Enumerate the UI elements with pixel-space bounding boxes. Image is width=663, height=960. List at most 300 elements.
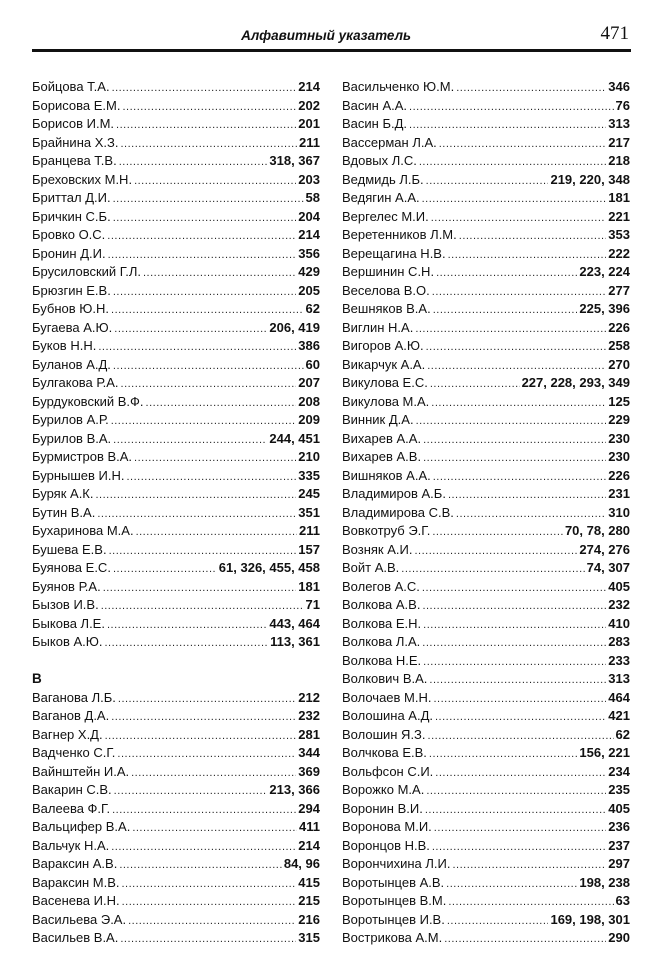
dot-leader xyxy=(409,98,614,116)
entry-name: Бурнышев И.Н. xyxy=(32,467,125,483)
dot-leader xyxy=(423,653,606,671)
entry-name: Вадченко С.Г. xyxy=(32,745,116,760)
dot-leader xyxy=(109,542,297,560)
index-entry xyxy=(32,356,320,375)
dot-leader xyxy=(146,394,297,412)
dot-leader xyxy=(136,523,297,541)
entry-name: Воронова М.И. xyxy=(342,819,432,834)
dot-leader xyxy=(436,264,577,282)
dot-leader xyxy=(116,116,296,134)
entry-name: Бричкин С.Б. xyxy=(32,208,111,224)
entry-pages: 244, 451 xyxy=(269,430,320,446)
entry-name: Брюзгин Е.В. xyxy=(32,282,111,298)
entry-name: Воронцов Н.В. xyxy=(342,837,430,853)
index-entry xyxy=(32,319,320,338)
index-entry xyxy=(32,559,320,578)
entry-name: Буянова Е.С. xyxy=(32,560,111,575)
entry-pages: 181 xyxy=(298,578,320,594)
entry-pages: 351 xyxy=(298,504,320,520)
entry-pages: 113, 361 xyxy=(270,634,320,649)
entry-name: Бутин В.А. xyxy=(32,504,96,520)
index-column-left xyxy=(32,78,320,948)
entry-pages: 214 xyxy=(298,79,320,94)
entry-name: Ваганова Л.Б. xyxy=(32,689,116,705)
entry-pages: 181 xyxy=(608,190,630,205)
index-entry xyxy=(32,393,320,412)
entry-pages: 353 xyxy=(608,227,630,242)
entry-pages: 290 xyxy=(608,930,630,945)
entry-pages: 283 xyxy=(608,634,630,649)
entry-name: Владимирова С.В. xyxy=(342,504,454,520)
index-entry xyxy=(342,911,630,930)
entry-name: Булгакова Р.А. xyxy=(32,375,119,390)
entry-name: Вихарев А.В. xyxy=(342,449,422,464)
entry-pages: 221 xyxy=(608,208,630,224)
index-entry xyxy=(32,689,320,708)
index-entry xyxy=(32,818,320,837)
entry-pages: 214 xyxy=(298,227,320,242)
entry-name: Верещагина Н.В. xyxy=(342,245,446,261)
dot-leader xyxy=(111,838,296,856)
index-entry xyxy=(32,633,320,652)
entry-name: Волчкова Е.В. xyxy=(342,745,427,760)
entry-name: Вайнштейн И.А. xyxy=(32,763,130,779)
index-entry xyxy=(342,892,630,911)
dot-leader xyxy=(426,338,607,356)
entry-pages: 227, 228, 293, 349 xyxy=(521,375,630,390)
entry-pages: 231 xyxy=(608,486,630,501)
entry-pages: 229 xyxy=(608,412,630,427)
dot-leader xyxy=(432,523,563,541)
entry-name: Вовкотруб Э.Г. xyxy=(342,523,431,538)
index-entry xyxy=(342,670,630,689)
entry-name: Брусиловский Г.Л. xyxy=(32,264,141,279)
entry-pages: 346 xyxy=(608,79,630,94)
entry-pages: 206, 419 xyxy=(269,319,320,335)
dot-leader xyxy=(127,468,297,486)
entry-name: Волкова Л.А. xyxy=(342,634,421,649)
dot-leader xyxy=(452,856,606,874)
dot-leader xyxy=(425,801,606,819)
index-entry xyxy=(342,485,630,504)
index-entry xyxy=(32,929,320,948)
index-entry xyxy=(342,707,630,726)
index-entry xyxy=(342,504,630,523)
entry-name: Ворончихина Л.И. xyxy=(342,856,451,871)
dot-leader xyxy=(120,135,297,153)
dot-leader xyxy=(134,172,296,190)
entry-name: Вергелес М.И. xyxy=(342,208,429,224)
dot-leader xyxy=(122,893,297,911)
dot-leader xyxy=(433,468,607,486)
entry-pages: 169, 198, 301 xyxy=(550,911,630,927)
page-number: 471 xyxy=(600,23,629,44)
index-entry xyxy=(342,689,630,708)
entry-name: Васенева И.Н. xyxy=(32,893,120,908)
entry-pages: 313 xyxy=(608,116,630,131)
index-entry xyxy=(342,522,630,541)
index-entry xyxy=(32,800,320,819)
dot-leader xyxy=(97,505,296,523)
entry-pages: 74, 307 xyxy=(586,560,630,575)
index-entry xyxy=(342,818,630,837)
entry-pages: 274, 276 xyxy=(579,541,630,557)
entry-name: Волкова Е.Н. xyxy=(342,615,422,631)
dot-leader xyxy=(415,320,606,338)
index-entry xyxy=(32,208,320,227)
entry-pages: 234 xyxy=(608,763,630,779)
dot-leader xyxy=(448,246,607,264)
index-entry xyxy=(342,78,630,97)
index-entry xyxy=(32,411,320,430)
entry-name: Войт А.В. xyxy=(342,560,400,575)
dot-leader xyxy=(422,579,606,597)
dot-leader xyxy=(433,690,606,708)
entry-name: Вальцифер В.А. xyxy=(32,819,131,834)
entry-name: Вакарин С.В. xyxy=(32,782,112,797)
index-entry xyxy=(32,837,320,856)
section-letter: В xyxy=(32,671,42,686)
index-entry xyxy=(32,707,320,726)
dot-leader xyxy=(121,875,296,893)
entry-pages: 405 xyxy=(608,578,630,594)
index-entry xyxy=(32,171,320,190)
entry-name: Борисова Е.М. xyxy=(32,97,121,113)
entry-pages: 230 xyxy=(608,449,630,464)
dot-leader xyxy=(113,283,296,301)
index-entry xyxy=(342,578,630,597)
entry-name: Брайнина Х.З. xyxy=(32,134,119,150)
index-entry xyxy=(32,541,320,560)
index-entry xyxy=(342,430,630,449)
entry-name: Васильченко Ю.М. xyxy=(342,79,455,94)
dot-leader xyxy=(121,375,297,393)
entry-pages: 219, 220, 348 xyxy=(550,171,630,187)
dot-leader xyxy=(98,338,296,356)
entry-pages: 411 xyxy=(299,819,320,834)
entry-name: Волкова Н.Е. xyxy=(342,652,422,668)
index-entry xyxy=(342,356,630,375)
entry-pages: 236 xyxy=(608,819,630,834)
entry-pages: 356 xyxy=(298,245,320,261)
entry-pages: 386 xyxy=(298,338,320,353)
index-entry xyxy=(342,800,630,819)
index-entry xyxy=(342,448,630,467)
entry-name: Бойцова Т.А. xyxy=(32,79,110,94)
entry-pages: 315 xyxy=(298,930,320,945)
index-entry xyxy=(32,485,320,504)
entry-pages: 405 xyxy=(608,800,630,816)
index-entry xyxy=(32,263,320,282)
entry-pages: 235 xyxy=(608,782,630,797)
dot-leader xyxy=(113,209,297,227)
entry-pages: 335 xyxy=(298,467,320,483)
index-entry xyxy=(32,189,320,208)
entry-pages: 58 xyxy=(305,190,320,205)
entry-name: Волкович В.А. xyxy=(342,671,428,686)
index-entry xyxy=(342,300,630,319)
dot-leader xyxy=(423,616,606,634)
entry-pages: 213, 366 xyxy=(269,782,320,797)
left-entries-b xyxy=(32,78,320,652)
entry-pages: 344 xyxy=(298,745,320,760)
dot-leader xyxy=(409,116,606,134)
index-entry xyxy=(342,744,630,763)
entry-pages: 212 xyxy=(298,689,320,705)
index-entry xyxy=(342,319,630,338)
entry-name: Васин А.А. xyxy=(342,97,408,113)
entry-pages: 415 xyxy=(298,874,320,890)
entry-pages: 226 xyxy=(608,319,630,335)
index-entry xyxy=(342,837,630,856)
index-entry xyxy=(32,226,320,245)
index-entry xyxy=(32,726,320,745)
dot-leader xyxy=(107,227,296,245)
index-entry xyxy=(342,559,630,578)
dot-leader xyxy=(414,542,577,560)
entry-pages: 62 xyxy=(615,726,630,742)
dot-leader xyxy=(101,597,304,615)
right-entries xyxy=(342,78,630,948)
entry-name: Вальчук Н.А. xyxy=(32,837,110,853)
entry-pages: 245 xyxy=(298,486,320,501)
header-rule xyxy=(32,49,631,52)
entry-name: Винник Д.А. xyxy=(342,412,414,427)
index-entry xyxy=(342,411,630,430)
dot-leader xyxy=(401,560,584,578)
index-entry xyxy=(342,115,630,134)
dot-leader xyxy=(111,412,297,430)
index-entry xyxy=(342,189,630,208)
entry-name: Воронин В.И. xyxy=(342,800,423,816)
dot-leader xyxy=(448,893,613,911)
entry-name: Викулова Е.С. xyxy=(342,375,428,390)
dot-leader xyxy=(422,634,606,652)
running-title: Алфавитный указатель xyxy=(241,28,411,43)
index-entry xyxy=(342,633,630,652)
entry-pages: 201 xyxy=(298,116,320,131)
index-entry xyxy=(342,97,630,116)
entry-pages: 429 xyxy=(298,264,320,279)
index-entry xyxy=(342,726,630,745)
index-entry xyxy=(32,448,320,467)
dot-leader xyxy=(103,579,297,597)
dot-leader xyxy=(435,764,606,782)
entry-pages: 258 xyxy=(608,338,630,353)
dot-leader xyxy=(431,209,607,227)
entry-name: Бреховских М.Н. xyxy=(32,171,133,187)
index-entry xyxy=(32,763,320,782)
entry-name: Васильева Э.А. xyxy=(32,911,127,927)
index-entry xyxy=(342,929,630,948)
dot-leader xyxy=(122,98,296,116)
dot-leader xyxy=(114,320,267,338)
entry-name: Буряк А.К. xyxy=(32,486,94,501)
entry-name: Васин Б.Д. xyxy=(342,116,408,131)
dot-leader xyxy=(427,357,606,375)
entry-name: Бровко О.С. xyxy=(32,227,106,242)
entry-name: Бурилов В.А. xyxy=(32,430,112,446)
entry-pages: 421 xyxy=(608,708,630,723)
entry-pages: 204 xyxy=(298,208,320,224)
entry-name: Волкова А.В. xyxy=(342,597,421,612)
index-entry xyxy=(32,282,320,301)
dot-leader xyxy=(113,190,304,208)
index-entry xyxy=(342,152,630,171)
entry-name: Буянов Р.А. xyxy=(32,578,101,594)
dot-leader xyxy=(113,357,304,375)
entry-pages: 214 xyxy=(298,837,320,853)
dot-leader xyxy=(113,431,267,449)
entry-name: Веретенников Л.М. xyxy=(342,227,457,242)
entry-pages: 211 xyxy=(299,134,320,150)
dot-leader xyxy=(444,930,606,948)
entry-pages: 233 xyxy=(608,652,630,668)
dot-leader xyxy=(459,227,607,245)
dot-leader xyxy=(112,79,297,97)
entry-name: Бухаринова М.А. xyxy=(32,523,134,538)
dot-leader xyxy=(426,172,549,190)
entry-pages: 218 xyxy=(608,153,630,168)
dot-leader xyxy=(456,79,606,97)
entry-name: Буков Н.Н. xyxy=(32,338,97,353)
index-entry xyxy=(32,97,320,116)
entry-pages: 464 xyxy=(608,689,630,705)
entry-name: Вольфсон С.И. xyxy=(342,763,434,779)
index-entry xyxy=(32,134,320,153)
dot-leader xyxy=(446,875,577,893)
entry-name: Вострикова А.М. xyxy=(342,930,443,945)
index-entry xyxy=(32,596,320,615)
entry-pages: 208 xyxy=(298,393,320,409)
index-entry xyxy=(32,781,320,800)
entry-name: Вагнер Х.Д. xyxy=(32,726,103,742)
entry-pages: 237 xyxy=(608,837,630,853)
entry-pages: 410 xyxy=(608,615,630,631)
index-entry xyxy=(342,393,630,412)
entry-pages: 210 xyxy=(298,449,320,464)
dot-leader xyxy=(429,745,577,763)
index-entry xyxy=(342,467,630,486)
entry-pages: 209 xyxy=(298,412,320,427)
index-entry xyxy=(342,855,630,874)
entry-name: Вешняков В.А. xyxy=(342,301,431,316)
entry-pages: 369 xyxy=(298,763,320,779)
dot-leader xyxy=(433,301,578,319)
index-entry xyxy=(32,152,320,171)
entry-pages: 310 xyxy=(608,504,630,520)
dot-leader xyxy=(422,597,606,615)
entry-name: Бурдуковский В.Ф. xyxy=(32,393,144,409)
dot-leader xyxy=(416,412,607,430)
dot-leader xyxy=(120,930,296,948)
dot-leader xyxy=(96,486,297,504)
dot-leader xyxy=(423,431,606,449)
entry-name: Вассерман Л.А. xyxy=(342,134,437,150)
entry-name: Бубнов Ю.Н. xyxy=(32,301,110,316)
index-entry xyxy=(32,78,320,97)
index-entry xyxy=(342,596,630,615)
entry-pages: 157 xyxy=(298,541,320,557)
dot-leader xyxy=(119,856,282,874)
dot-leader xyxy=(447,912,549,930)
entry-pages: 198, 238 xyxy=(579,874,630,890)
index-entry xyxy=(342,374,630,393)
entry-name: Веселова В.О. xyxy=(342,282,430,298)
entry-name: Вараксин А.В. xyxy=(32,856,118,871)
dot-leader xyxy=(432,283,607,301)
entry-name: Вигоров А.Ю. xyxy=(342,338,424,353)
entry-pages: 217 xyxy=(608,134,630,150)
entry-name: Вараксин М.В. xyxy=(32,874,120,890)
entry-pages: 232 xyxy=(298,708,320,723)
entry-name: Бурмистров В.А. xyxy=(32,449,133,464)
entry-name: Бызов И.В. xyxy=(32,597,99,612)
section-gap xyxy=(32,652,320,671)
dot-leader xyxy=(118,690,296,708)
dot-leader xyxy=(432,838,606,856)
dot-leader xyxy=(108,246,297,264)
entry-name: Васильев В.А. xyxy=(32,930,119,945)
entry-name: Виглин Н.А. xyxy=(342,319,414,335)
entry-pages: 223, 224 xyxy=(579,264,630,279)
entry-name: Бранцева Т.В. xyxy=(32,153,117,168)
index-entry xyxy=(32,245,320,264)
dot-leader xyxy=(431,394,606,412)
dot-leader xyxy=(143,264,296,282)
entry-pages: 60 xyxy=(305,356,320,372)
entry-name: Волочаев М.Н. xyxy=(342,689,432,705)
entry-name: Вершинин С.Н. xyxy=(342,264,435,279)
entry-pages: 222 xyxy=(608,245,630,261)
dot-leader xyxy=(426,782,606,800)
dot-leader xyxy=(119,153,268,171)
dot-leader xyxy=(134,449,296,467)
entry-name: Волошина А.Д. xyxy=(342,708,433,723)
dot-leader xyxy=(448,486,606,504)
index-entry xyxy=(342,282,630,301)
dot-leader xyxy=(113,560,217,578)
index-entry xyxy=(32,337,320,356)
entry-name: Бронин Д.И. xyxy=(32,245,106,261)
index-entry xyxy=(342,263,630,282)
entry-pages: 226 xyxy=(608,467,630,483)
index-entry xyxy=(32,911,320,930)
dot-leader xyxy=(105,727,297,745)
dot-leader xyxy=(428,727,614,745)
index-entry xyxy=(32,522,320,541)
dot-leader xyxy=(439,135,607,153)
entry-pages: 207 xyxy=(298,375,320,390)
entry-pages: 297 xyxy=(608,856,630,871)
entry-name: Бурилов А.Р. xyxy=(32,412,109,427)
entry-name: Ворожко М.А. xyxy=(342,782,425,797)
dot-leader xyxy=(104,634,268,652)
index-entry xyxy=(342,226,630,245)
entry-pages: 84, 96 xyxy=(283,856,320,871)
entry-name: Ваганов Д.А. xyxy=(32,708,110,723)
entry-name: Буланов А.Д. xyxy=(32,356,111,372)
entry-pages: 156, 221 xyxy=(579,745,630,760)
entry-name: Бугаева А.Ю. xyxy=(32,319,113,335)
dot-leader xyxy=(422,190,607,208)
entry-name: Борисов И.М. xyxy=(32,116,115,131)
entry-name: Вихарев А.А. xyxy=(342,430,422,446)
index-entry xyxy=(32,430,320,449)
index-entry xyxy=(32,374,320,393)
index-entry xyxy=(32,744,320,763)
index-entry xyxy=(32,615,320,634)
